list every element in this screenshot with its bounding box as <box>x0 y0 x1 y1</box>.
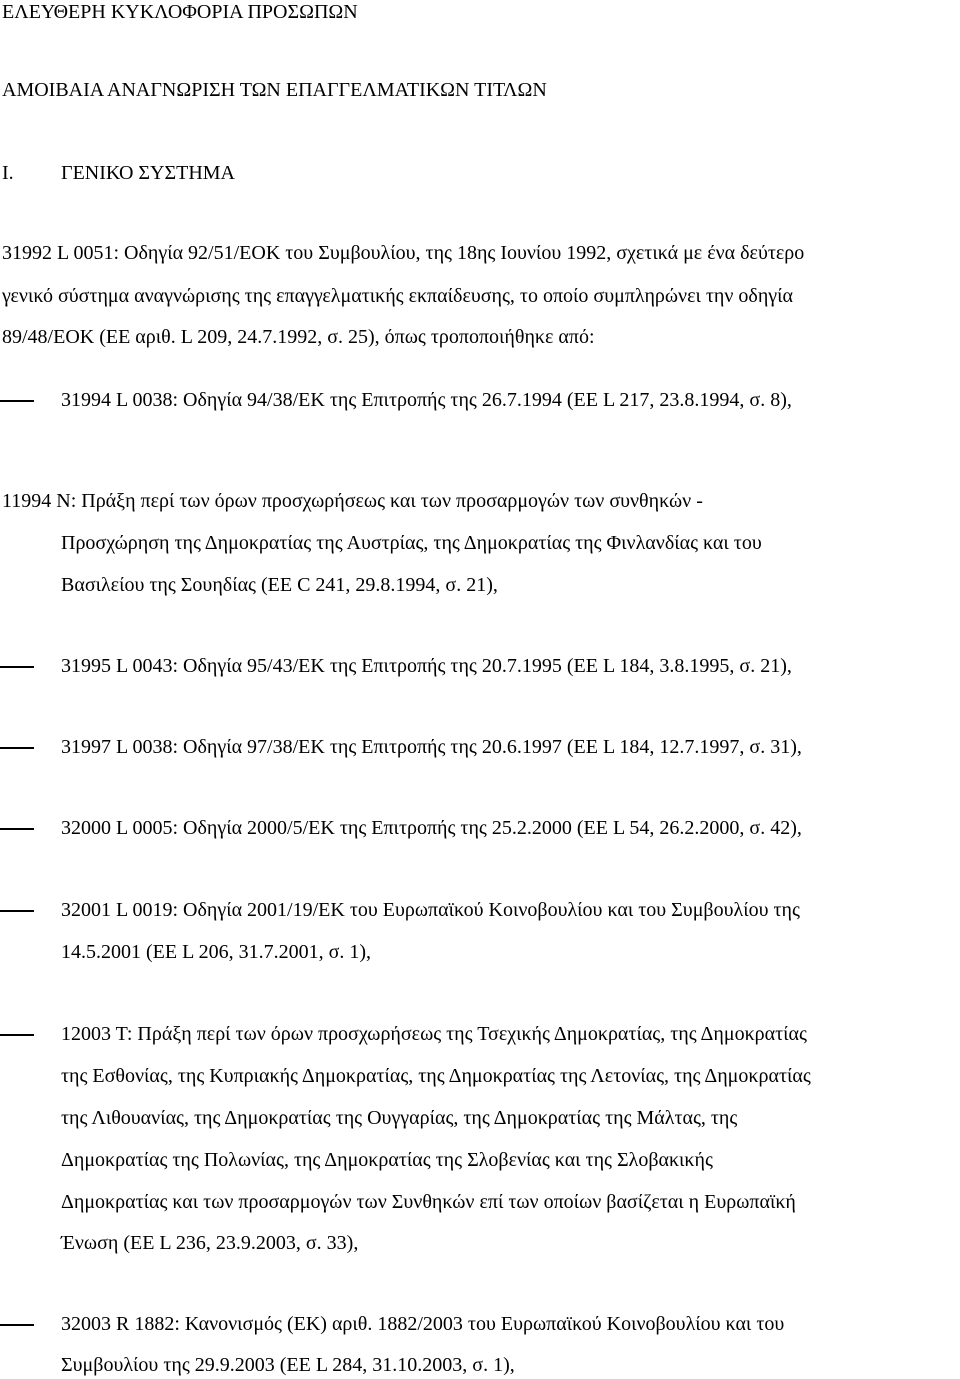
amendment-item: 31997 L 0038: Οδηγία 97/38/ΕΚ της Επιτροπής της 20.6.1997 (ΕΕ L 184, 12.7.1997, σ. 31), <box>61 736 802 758</box>
amendment-item: 32000 L 0005: Οδηγία 2000/5/ΕΚ της Επιτροπής της 25.2.2000 (ΕΕ L 54, 26.2.2000, σ. 42), <box>61 817 802 839</box>
amendment-item: 11994 N: Πράξη περί των όρων προσχωρήσεως και των προσαρμογών των συνθηκών - <box>2 490 703 512</box>
list-dash <box>0 910 34 912</box>
list-dash <box>0 400 34 402</box>
amendment-item-cont: Δημοκρατίας και των προσαρμογών των Συνθηκών επί των οποίων βασίζεται η Ευρωπαϊκή <box>61 1191 796 1213</box>
amendment-item-cont: Συμβουλίου της 29.9.2003 (ΕΕ L 284, 31.10.2003, σ. 1), <box>61 1354 515 1376</box>
list-dash <box>0 1034 34 1036</box>
list-dash <box>0 1324 34 1326</box>
amendment-item-cont: της Λιθουανίας, της Δημοκρατίας της Ουγγαρίας, της Δημοκρατίας της Μάλτας, της <box>61 1107 738 1129</box>
amendment-item-cont: Δημοκρατίας της Πολωνίας, της Δημοκρατίας της Σλοβενίας και της Σλοβακικής <box>61 1149 713 1171</box>
list-dash <box>0 666 34 668</box>
amendment-item-cont: 14.5.2001 (ΕΕ L 206, 31.7.2001, σ. 1), <box>61 941 372 963</box>
directive-line-2: γενικό σύστημα αναγνώρισης της επαγγελματικής εκπαίδευσης, το οποίο συμπληρώνει την οδηγία <box>2 285 793 307</box>
document-subtitle: ΑΜΟΙΒΑΙΑ ΑΝΑΓΝΩΡΙΣΗ ΤΩΝ ΕΠΑΓΓΕΛΜΑΤΙΚΩΝ ΤΙΤΛΩΝ <box>2 79 547 101</box>
section-title: ΓΕΝΙΚΟ ΣΥΣΤΗΜΑ <box>61 162 236 184</box>
directive-line-3: 89/48/ΕΟΚ (ΕΕ αριθ. L 209, 24.7.1992, σ. 25), όπως τροποποιήθηκε από: <box>2 326 595 348</box>
list-dash <box>0 747 34 749</box>
amendment-item-cont: Προσχώρηση της Δημοκρατίας της Αυστρίας, της Δημοκρατίας της Φινλανδίας και του <box>61 532 762 554</box>
list-dash <box>0 828 34 830</box>
amendment-item: 31994 L 0038: Οδηγία 94/38/ΕΚ της Επιτροπής της 26.7.1994 (ΕΕ L 217, 23.8.1994, σ. 8), <box>61 389 792 411</box>
amendment-item: 32001 L 0019: Οδηγία 2001/19/ΕΚ του Ευρωπαϊκού Κοινοβουλίου και του Συμβουλίου της <box>61 899 800 921</box>
directive-line-1: 31992 L 0051: Οδηγία 92/51/ΕΟΚ του Συμβουλίου, της 18ης Ιουνίου 1992, σχετικά με ένα δεύτερο <box>2 242 805 264</box>
document-title: ΕΛΕΥΘΕΡΗ ΚΥΚΛΟΦΟΡΙΑ ΠΡΟΣΩΠΩΝ <box>2 1 358 23</box>
amendment-item-cont: Βασιλείου της Σουηδίας (ΕΕ C 241, 29.8.1994, σ. 21), <box>61 574 498 596</box>
amendment-item: 31995 L 0043: Οδηγία 95/43/ΕΚ της Επιτροπής της 20.7.1995 (ΕΕ L 184, 3.8.1995, σ. 21), <box>61 655 792 677</box>
section-number: I. <box>2 162 14 184</box>
amendment-item: 12003 T: Πράξη περί των όρων προσχωρήσεως της Τσεχικής Δημοκρατίας, της Δημοκρατίας <box>61 1023 807 1045</box>
amendment-item-cont: της Εσθονίας, της Κυπριακής Δημοκρατίας, της Δημοκρατίας της Λετονίας, της Δημοκρατίας <box>61 1065 811 1087</box>
amendment-item: 32003 R 1882: Κανονισμός (ΕΚ) αριθ. 1882/2003 του Ευρωπαϊκού Κοινοβουλίου και του <box>61 1313 785 1335</box>
amendment-item-cont: Ένωση (ΕΕ L 236, 23.9.2003, σ. 33), <box>61 1232 359 1254</box>
